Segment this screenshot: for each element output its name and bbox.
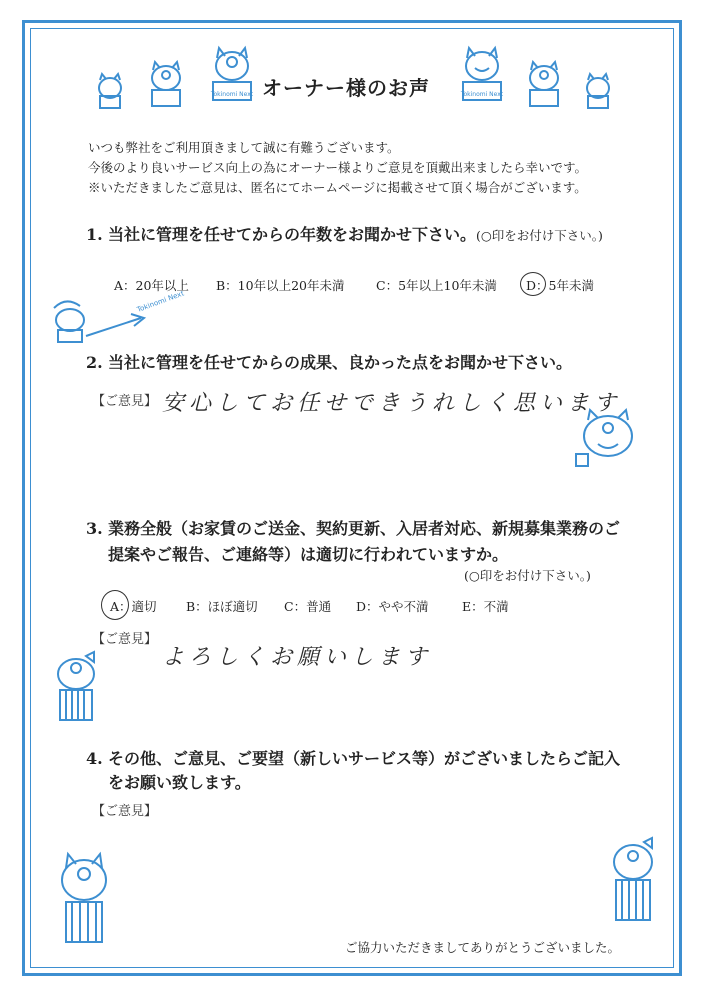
q3-selection-circle: [101, 590, 129, 620]
q4-heading-line-2: をお願い致します。: [108, 773, 251, 792]
q3-option-c[interactable]: C：普通: [284, 599, 332, 614]
q3-heading-line-2: 提案やご報告、ご連絡等）は適切に行われていますか。: [108, 545, 509, 564]
q1-option-d[interactable]: D：5年未満: [526, 278, 594, 293]
q1-selection-circle: [520, 272, 546, 296]
q2-handwritten-answer: 安心してお任せできうれしく思います: [162, 391, 622, 416]
q2-opinion-label: 【ご意見】: [92, 394, 158, 409]
q3-option-e[interactable]: E：不満: [462, 599, 509, 614]
q3-opinion-label: 【ご意見】: [92, 632, 158, 647]
mascot-large-right: [455, 44, 509, 104]
mascot-bottom-left-icon: [52, 850, 116, 950]
q4-heading-line-1: 4. その他、ご意見、ご要望（新しいサービス等）がございましたらご記入: [86, 749, 621, 768]
mascot-flying-brand: Tokinomi Next: [135, 289, 186, 314]
intro-line-1: いつも弊社をご利用頂きまして誠に有難うございます。: [88, 140, 400, 155]
intro-line-3: ※いただきましたご意見は、匿名にてホームページに掲載させて頂く場合がございます。: [88, 180, 587, 195]
mascot-girl-icon: [46, 650, 106, 726]
mascot-large-left: [205, 44, 259, 104]
footer-thanks: ご協力いただきましてありがとうございました。: [345, 940, 621, 955]
q3-option-b[interactable]: B：ほぼ適切: [186, 599, 258, 614]
q1-option-c[interactable]: C：5年以上10年未満: [376, 278, 497, 293]
mascot-thumbs-up-icon: [570, 406, 640, 472]
q3-note: (○印をお付け下さい。): [464, 568, 591, 583]
mascot-mid-right: [520, 58, 568, 108]
q1-option-a[interactable]: A：20年以上: [114, 278, 189, 293]
q4-opinion-label: 【ご意見】: [92, 804, 158, 819]
mascot-brand-text-right: Tokinomi Next: [460, 91, 504, 98]
q1-option-b[interactable]: B：10年以上20年未満: [216, 278, 345, 293]
mascot-bottom-right-icon: [604, 836, 662, 928]
intro-line-2: 今後のより良いサービス向上の為にオーナー様よりご意見を頂戴出来ましたら幸いです。: [88, 160, 588, 175]
q2-heading: 2. 当社に管理を任せてからの成果、良かった点をお聞かせ下さい。: [86, 353, 573, 372]
mascot-small-left: [90, 70, 130, 110]
q3-option-d[interactable]: D：やや不満: [356, 599, 429, 614]
mascot-brand-text: Tokinomi Next: [210, 91, 254, 98]
mascot-mid-left: [142, 58, 190, 108]
q1-heading: 1. 当社に管理を任せてからの年数をお聞かせ下さい。(○印をお付け下さい。): [86, 225, 603, 244]
mascot-flying-icon: [46, 289, 186, 346]
mascot-small-right: [578, 70, 618, 110]
q3-handwritten-answer: よろしくお願いします: [162, 645, 433, 670]
q3-option-a[interactable]: A：適切: [110, 599, 157, 614]
q3-heading-line-1: 3. 業務全般（お家賃のご送金、契約更新、入居者対応、新規募集業務のご: [86, 519, 621, 538]
page-title: オーナー様のお声: [262, 76, 430, 100]
